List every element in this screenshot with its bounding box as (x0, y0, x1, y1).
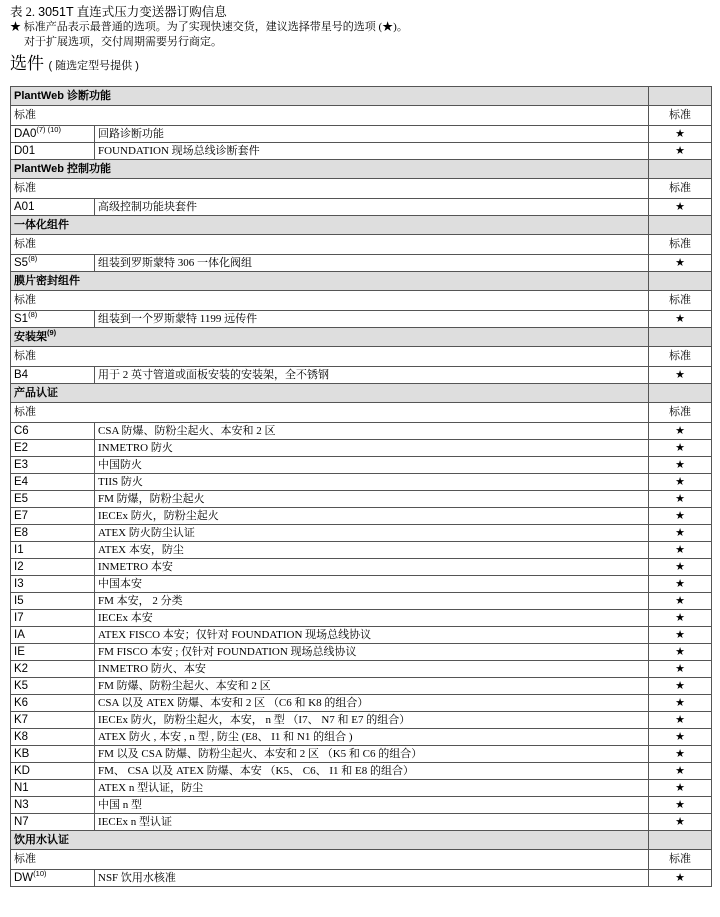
option-code-text: E2 (14, 442, 29, 454)
option-code (11, 525, 95, 542)
option-code-text: DW (14, 872, 34, 884)
option-row (11, 695, 712, 712)
section-title-text: PlantWeb 控制功能 (14, 163, 111, 175)
star-icon: ★ (649, 423, 712, 440)
section-title-text: 产品认证 (14, 387, 58, 399)
option-description: INMETRO 本安 (95, 559, 649, 576)
option-code-text: I2 (14, 561, 24, 573)
option-description: 组装到一个罗斯蒙特 1199 远传件 (95, 311, 649, 328)
star-icon: ★ (649, 525, 712, 542)
option-description: FM 防爆，防粉尘起火 (95, 491, 649, 508)
option-code-text: KB (14, 748, 30, 760)
option-description: FM、 CSA 以及 ATEX 防爆、本安 （K5、 C6、 I1 和 E8 的组合） (95, 763, 649, 780)
option-code-text: E3 (14, 459, 29, 471)
option-code-text: S1 (14, 313, 29, 325)
star-icon: ★ (649, 440, 712, 457)
title-text: 直连式压力变送器订购信息 (76, 5, 227, 19)
option-code (11, 559, 95, 576)
option-row (11, 542, 712, 559)
star-icon: ★ (649, 814, 712, 831)
star-icon: ★ (649, 457, 712, 474)
standard-column-label: 标准 (649, 850, 712, 870)
section-title-text: 膜片密封组件 (14, 275, 80, 287)
star-icon: ★ (649, 508, 712, 525)
option-footnote: (10) (33, 869, 47, 878)
option-description: ATEX n 型认证，防尘 (95, 780, 649, 797)
option-description: IECEx 本安 (95, 610, 649, 627)
standard-label-row (11, 235, 712, 255)
section-title-text: 饮用水认证 (14, 834, 69, 846)
option-row (11, 491, 712, 508)
option-description: INMETRO 防火、本安 (95, 661, 649, 678)
section-header-blank (649, 831, 712, 850)
option-code-text: I7 (14, 612, 24, 624)
star-icon: ★ (649, 627, 712, 644)
star-icon: ★ (10, 21, 21, 33)
section-title-text: 一体化组件 (14, 219, 69, 231)
standard-column-label: 标准 (649, 106, 712, 126)
star-icon: ★ (649, 780, 712, 797)
standard-label: 标准 (11, 850, 649, 870)
section-header-row (11, 328, 712, 347)
option-code-text: S5 (14, 257, 29, 269)
standard-label: 标准 (11, 106, 649, 126)
section-title (11, 384, 649, 403)
option-code-text: N1 (14, 782, 29, 794)
option-code (11, 627, 95, 644)
section-header-blank (649, 216, 712, 235)
option-description: 中国防火 (95, 457, 649, 474)
star-icon: ★ (649, 593, 712, 610)
note-line-1 (10, 20, 710, 35)
option-row (11, 610, 712, 627)
option-description: FM 本安， 2 分类 (95, 593, 649, 610)
option-row (11, 559, 712, 576)
star-icon: ★ (649, 678, 712, 695)
option-code-text: KD (14, 765, 30, 777)
star-icon: ★ (649, 559, 712, 576)
option-description: INMETRO 防火 (95, 440, 649, 457)
section-header-row (11, 272, 712, 291)
option-code-text: A01 (14, 201, 35, 213)
option-description: IECEx n 型认证 (95, 814, 649, 831)
option-code-text: E7 (14, 510, 29, 522)
option-description: 组装到罗斯蒙特 306 一体化阀组 (95, 255, 649, 272)
options-subtitle: ( 随选定型号提供 ) (48, 60, 139, 72)
star-icon: ★ (649, 870, 712, 887)
option-code (11, 746, 95, 763)
star-icon: ★ (649, 644, 712, 661)
option-code-text: K2 (14, 663, 29, 675)
star-icon: ★ (649, 143, 712, 160)
star-icon: ★ (649, 542, 712, 559)
standard-label-row (11, 850, 712, 870)
section-header-row (11, 87, 712, 106)
option-code-text: D01 (14, 145, 36, 157)
option-description: FOUNDATION 现场总线诊断套件 (95, 143, 649, 160)
option-description: ATEX 防火防尘认证 (95, 525, 649, 542)
option-row (11, 457, 712, 474)
standard-label-row (11, 179, 712, 199)
option-code (11, 508, 95, 525)
section-title (11, 160, 649, 179)
option-code-text: N7 (14, 816, 29, 828)
star-icon: ★ (649, 255, 712, 272)
option-description: 回路诊断功能 (95, 126, 649, 143)
option-code (11, 797, 95, 814)
option-description: CSA 以及 ATEX 防爆、本安和 2 区 （C6 和 K8 的组合） (95, 695, 649, 712)
option-row (11, 525, 712, 542)
option-row (11, 474, 712, 491)
section-title (11, 328, 649, 347)
standard-column-label: 标准 (649, 179, 712, 199)
section-header-blank (649, 272, 712, 291)
table-number: 表 2. (10, 5, 36, 19)
star-icon: ★ (649, 474, 712, 491)
option-footnote: (8) (28, 254, 38, 263)
standard-label-row (11, 291, 712, 311)
standard-label-row (11, 106, 712, 126)
standard-label: 标准 (11, 347, 649, 367)
option-code (11, 729, 95, 746)
option-description: 中国本安 (95, 576, 649, 593)
option-code (11, 474, 95, 491)
option-row (11, 199, 712, 216)
star-icon: ★ (649, 746, 712, 763)
option-row (11, 367, 712, 384)
option-code-text: N3 (14, 799, 29, 811)
option-code-text: B4 (14, 369, 29, 381)
option-row (11, 627, 712, 644)
option-row (11, 797, 712, 814)
option-code-text: C6 (14, 425, 29, 437)
section-header-blank (649, 87, 712, 106)
section-title-text: PlantWeb 诊断功能 (14, 90, 111, 102)
option-description: 高级控制功能块套件 (95, 199, 649, 216)
option-code (11, 491, 95, 508)
option-description: FM 防爆、防粉尘起火、本安和 2 区 (95, 678, 649, 695)
option-code (11, 870, 95, 887)
option-description: 中国 n 型 (95, 797, 649, 814)
standard-label-row (11, 347, 712, 367)
section-header-row (11, 216, 712, 235)
title-model: 3051T (38, 5, 74, 19)
standard-column-label: 标准 (649, 291, 712, 311)
option-code (11, 143, 95, 160)
option-row (11, 780, 712, 797)
option-row (11, 143, 712, 160)
option-code-text: I3 (14, 578, 24, 590)
option-row (11, 712, 712, 729)
option-code-text: E8 (14, 527, 29, 539)
option-code (11, 661, 95, 678)
star-icon: ★ (649, 661, 712, 678)
option-row (11, 311, 712, 328)
option-code (11, 440, 95, 457)
options-table (10, 86, 712, 887)
option-description: IECEx 防火，防粉尘起火，本安， n 型 （I7、 N7 和 E7 的组合） (95, 712, 649, 729)
option-code (11, 610, 95, 627)
option-description: NSF 饮用水核准 (95, 870, 649, 887)
options-heading (10, 53, 710, 77)
option-row (11, 729, 712, 746)
section-header-blank (649, 328, 712, 347)
option-footnote: (8) (28, 310, 38, 319)
star-icon: ★ (649, 491, 712, 508)
option-row (11, 746, 712, 763)
standard-column-label: 标准 (649, 235, 712, 255)
section-title (11, 216, 649, 235)
standard-column-label: 标准 (649, 403, 712, 423)
note-text-1: 标准产品表示最普通的选项。为了实现快速交货，建议选择带星号的选项 (★)。 (23, 21, 408, 33)
option-code (11, 457, 95, 474)
option-row (11, 678, 712, 695)
option-code (11, 780, 95, 797)
section-title (11, 272, 649, 291)
option-description: ATEX 本安，防尘 (95, 542, 649, 559)
option-code-text: E5 (14, 493, 29, 505)
star-icon: ★ (649, 367, 712, 384)
option-code-text: DA0 (14, 128, 37, 140)
option-code-text: I1 (14, 544, 24, 556)
option-code (11, 126, 95, 143)
option-row (11, 593, 712, 610)
option-row (11, 644, 712, 661)
option-description: CSA 防爆、防粉尘起火、本安和 2 区 (95, 423, 649, 440)
option-code-text: E4 (14, 476, 29, 488)
option-description: 用于 2 英寸管道或面板安装的安装架，全不锈钢 (95, 367, 649, 384)
options-title: 选件 (10, 54, 44, 73)
standard-label: 标准 (11, 291, 649, 311)
option-description: ATEX FISCO 本安；仅针对 FOUNDATION 现场总线协议 (95, 627, 649, 644)
star-icon: ★ (649, 610, 712, 627)
option-description: TIIS 防火 (95, 474, 649, 491)
option-code (11, 423, 95, 440)
standard-label-row (11, 403, 712, 423)
section-header-row (11, 384, 712, 403)
star-icon: ★ (649, 311, 712, 328)
option-code-text: K8 (14, 731, 29, 743)
option-row (11, 763, 712, 780)
star-icon: ★ (649, 576, 712, 593)
section-title (11, 831, 649, 850)
section-title (11, 87, 649, 106)
section-title-text: 安装架 (14, 331, 47, 343)
option-code (11, 814, 95, 831)
option-code-text: I5 (14, 595, 24, 607)
note-line-2: 对于扩展选项，交付周期需要另行商定。 (24, 36, 222, 48)
option-code-text: K6 (14, 697, 29, 709)
option-code (11, 712, 95, 729)
star-icon: ★ (649, 729, 712, 746)
option-code (11, 763, 95, 780)
star-icon: ★ (649, 695, 712, 712)
option-description: FM 以及 CSA 防爆、防粉尘起火、本安和 2 区 （K5 和 C6 的组合） (95, 746, 649, 763)
standard-label: 标准 (11, 403, 649, 423)
option-code (11, 542, 95, 559)
option-code-text: IE (14, 646, 25, 658)
option-code (11, 576, 95, 593)
standard-label: 标准 (11, 235, 649, 255)
option-code (11, 644, 95, 661)
table-title (10, 4, 710, 20)
section-header-blank (649, 160, 712, 179)
option-code (11, 311, 95, 328)
option-row (11, 661, 712, 678)
option-description: IECEx 防火，防粉尘起火 (95, 508, 649, 525)
standard-column-label: 标准 (649, 347, 712, 367)
option-code (11, 367, 95, 384)
option-code-text: IA (14, 629, 25, 641)
star-icon: ★ (649, 126, 712, 143)
option-row (11, 440, 712, 457)
option-footnote: (7) (10) (36, 125, 61, 134)
option-row (11, 508, 712, 525)
section-header-blank (649, 384, 712, 403)
star-icon: ★ (649, 763, 712, 780)
star-icon: ★ (649, 712, 712, 729)
option-description: FM FISCO 本安 ; 仅针对 FOUNDATION 现场总线协议 (95, 644, 649, 661)
option-code (11, 199, 95, 216)
option-row (11, 126, 712, 143)
star-icon: ★ (649, 199, 712, 216)
option-code (11, 593, 95, 610)
section-footnote: (9) (47, 328, 57, 337)
option-row (11, 870, 712, 887)
option-row (11, 576, 712, 593)
option-row (11, 814, 712, 831)
document-header (10, 4, 710, 77)
section-header-row (11, 160, 712, 179)
option-code-text: K5 (14, 680, 29, 692)
option-code (11, 695, 95, 712)
option-row (11, 423, 712, 440)
option-row (11, 255, 712, 272)
star-icon: ★ (649, 797, 712, 814)
section-header-row (11, 831, 712, 850)
option-description: ATEX 防火 , 本安 , n 型 , 防尘 (E8、 I1 和 N1 的组合 ) (95, 729, 649, 746)
standard-label: 标准 (11, 179, 649, 199)
option-code (11, 255, 95, 272)
option-code-text: K7 (14, 714, 29, 726)
option-code (11, 678, 95, 695)
